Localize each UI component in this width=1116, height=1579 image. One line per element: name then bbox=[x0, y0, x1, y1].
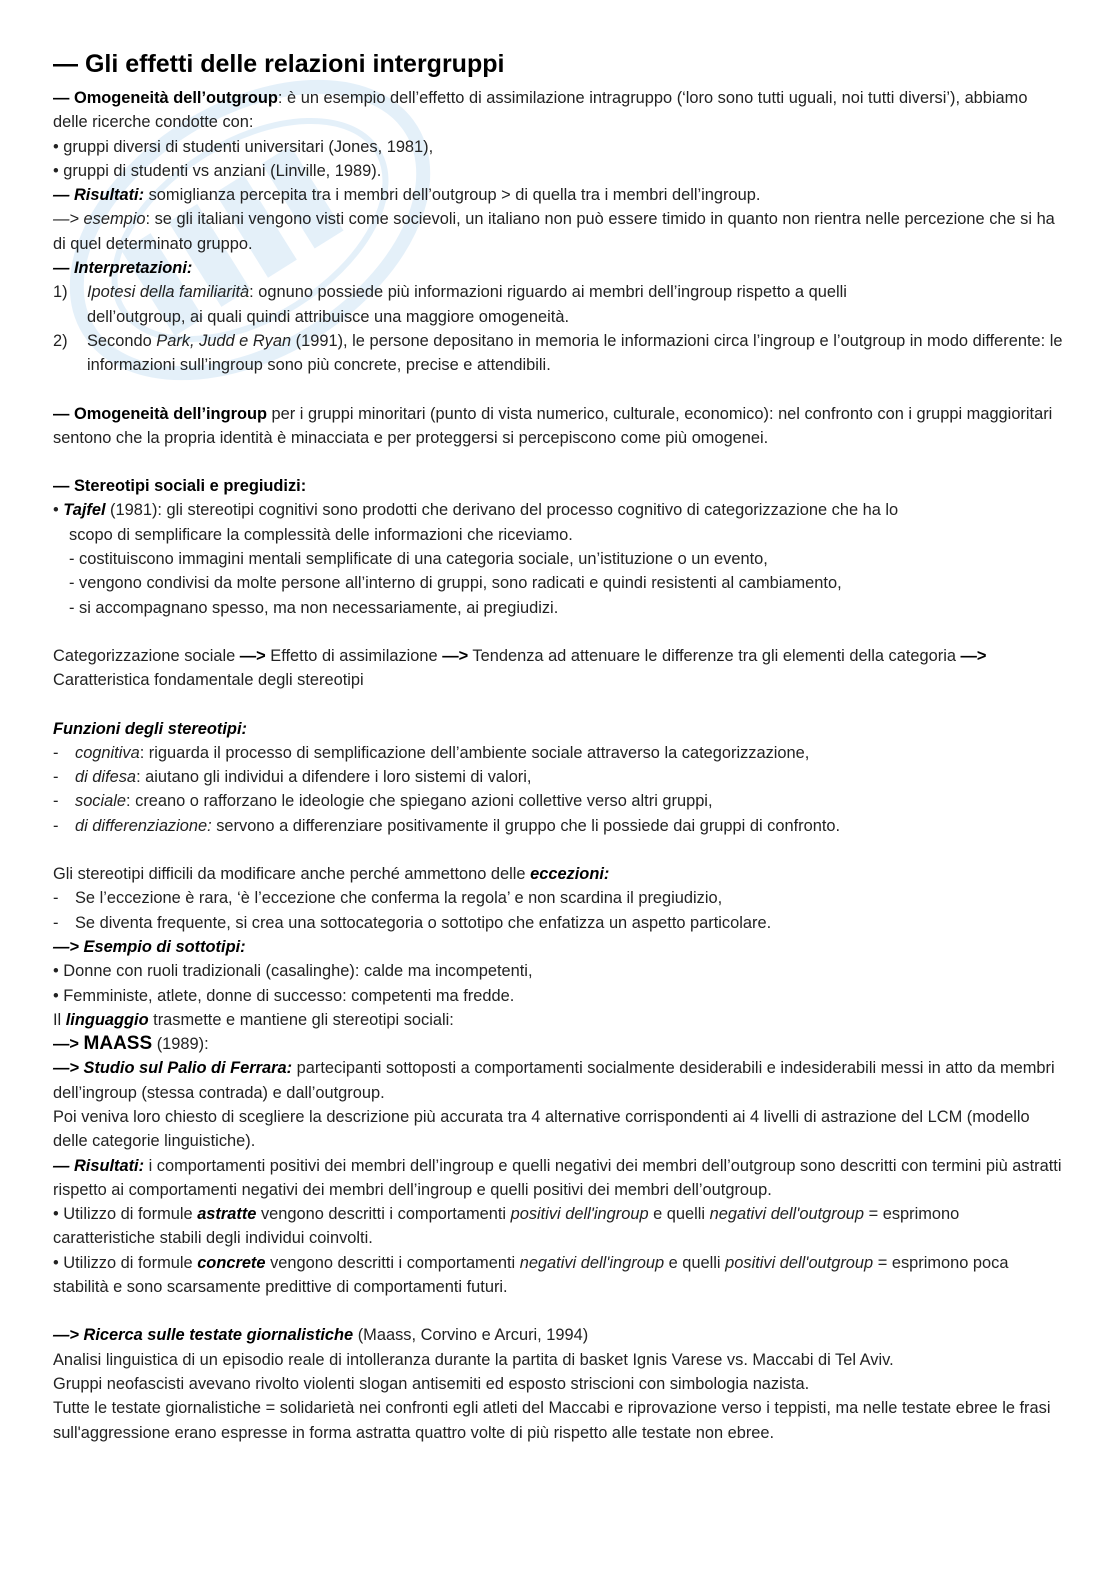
tajfel-paragraph bbox=[53, 498, 1064, 522]
stereotypes-heading: — Stereotipi sociali e pregiudizi: bbox=[53, 477, 307, 496]
categorization-chain bbox=[53, 644, 1064, 693]
formula-term: astratte bbox=[197, 1205, 257, 1224]
function-desc: : aiutano gli individui a difendere i loro sistemi di valori, bbox=[136, 768, 532, 787]
palio-text: partecipanti sottoposti a comportamenti socialmente desiderabili e indesiderabili messi in atto da membri dell’ingroup (stessa contrada) e dall’outgroup. bbox=[53, 1059, 1055, 1102]
abstract-formulas bbox=[53, 1202, 1064, 1251]
function-item bbox=[53, 814, 1064, 838]
interpretations-heading: — Interpretazioni: bbox=[53, 259, 193, 278]
palio-paragraph bbox=[53, 1056, 1064, 1105]
newspaper-paragraph: Tutte le testate giornalistiche = solidarietà nei confronti egli atleti del Maccabi e riprovazione verso i teppisti, ma nelle testate ebree le frasi sull'aggressione erano espresse in forma astratta quattro volte di più rispetto alle testate non ebree. bbox=[53, 1399, 1051, 1442]
bullet-item: • Donne con ruoli tradizionali (casalinghe): calde ma incompetenti, bbox=[53, 962, 533, 981]
item-authors: Park, Judd e Ryan bbox=[156, 331, 292, 350]
function-term: sociale bbox=[75, 792, 127, 811]
dash-glyph: - bbox=[53, 792, 59, 811]
maass-year: (1989): bbox=[152, 1035, 209, 1054]
bullet-item: • gruppi di studenti vs anziani (Linville, 1989). bbox=[53, 161, 382, 180]
formula-text: = esprimono caratteristiche stabili degli individui coinvolti. bbox=[53, 1205, 960, 1248]
language-term: linguaggio bbox=[65, 1010, 149, 1029]
formula-text: = esprimono poca stabilità e sono scarsamente predittive di comportamenti futuri. bbox=[53, 1253, 1009, 1297]
outgroup-text: : è un esempio dell’effetto di assimilazione intragruppo (‘loro sono tutti uguali, noi tutti diversi’), abbiamo delle ricerche condotte con: bbox=[53, 89, 1028, 132]
item-number: 2) bbox=[53, 331, 68, 350]
function-desc: servono a differenziare positivamente il gruppo che li possiede dai gruppi di confronto. bbox=[211, 816, 841, 835]
formula-text: vengono descritti i comportamenti bbox=[256, 1205, 511, 1224]
results-text: somiglianza percepita tra i membri dell’outgroup > di quella tra i membri dell’ingroup. bbox=[144, 186, 761, 205]
dash-glyph: - bbox=[53, 768, 59, 787]
example-text: : se gli italiani vengono visti come socievoli, un italiano non può essere timido in quanto non rientra nelle percezione che si ha di quel determinato gruppo. bbox=[53, 210, 1055, 253]
example-heading: —> esempio bbox=[53, 210, 146, 229]
function-desc: : creano o rafforzano le ideologie che spiegano azioni collettive verso altri gruppi, bbox=[126, 792, 713, 811]
formula-text: e quelli bbox=[664, 1253, 726, 1272]
maass-name: MAASS bbox=[83, 1033, 153, 1055]
outgroup-paragraph bbox=[53, 86, 1064, 135]
outgroup-heading: — Omogeneità dell’outgroup bbox=[53, 89, 278, 107]
ingroup-paragraph bbox=[53, 402, 1064, 451]
formula-text: vengono descritti i comportamenti bbox=[265, 1253, 520, 1272]
dash-glyph: - bbox=[53, 889, 59, 908]
function-text bbox=[75, 765, 531, 789]
arrow-icon: —> bbox=[239, 646, 266, 665]
dash-glyph: - bbox=[53, 743, 59, 762]
numbered-item bbox=[53, 280, 1064, 304]
dash-glyph: - bbox=[53, 816, 59, 835]
lang-text: trasmette e mantiene gli stereotipi sociali: bbox=[148, 1010, 454, 1029]
formula-prefix: • Utilizzo di formule bbox=[53, 1253, 198, 1272]
bullet-item: • Femministe, atlete, donne di successo: competenti ma fredde. bbox=[53, 986, 515, 1005]
formula-text: e quelli bbox=[648, 1205, 710, 1224]
function-term: di differenziazione: bbox=[75, 816, 212, 835]
arrow-icon: —> bbox=[960, 646, 987, 665]
chain-step: Caratteristica fondamentale degli stereotipi bbox=[53, 671, 364, 690]
palio-paragraph-2: Poi veniva loro chiesto di scegliere la descrizione più accurata tra 4 alternative corrispondenti ai 4 livelli di astrazione del LCM (modello delle categorie linguistiche). bbox=[53, 1107, 1030, 1151]
newspaper-paragraph: Gruppi neofascisti avevano rivolto violenti slogan antisemiti ed esposto striscioni con simbologia nazista. bbox=[53, 1374, 810, 1393]
newspaper-paragraph: Analisi linguistica di un episodio reale di intolleranza durante la partita di basket Ignis Varese vs. Maccabi di Tel Aviv. bbox=[53, 1350, 894, 1369]
function-item bbox=[53, 789, 1064, 813]
maass-line bbox=[53, 1032, 1064, 1056]
formula-italic: positivi dell'ingroup bbox=[510, 1205, 649, 1224]
function-term: cognitiva bbox=[75, 743, 140, 762]
item-number: 1) bbox=[53, 283, 68, 302]
tajfel-continuation: scopo di semplificare la complessità delle informazioni che riceviamo. bbox=[69, 525, 573, 544]
dash-item: - vengono condivisi da molte persone all’interno di gruppi, sono radicati e quindi resistenti al cambiamento, bbox=[69, 574, 842, 593]
formula-italic: negativi dell'outgroup bbox=[709, 1205, 865, 1224]
exceptions-term: eccezioni: bbox=[530, 865, 610, 884]
formula-italic: negativi dell'ingroup bbox=[519, 1253, 665, 1272]
tajfel-name: Tajfel bbox=[63, 501, 106, 520]
function-text bbox=[75, 789, 713, 813]
chain-step: Categorizzazione sociale bbox=[53, 646, 240, 665]
results-line bbox=[53, 183, 1064, 207]
item-continuation: dell’outgroup, ai quali quindi attribuisce una maggiore omogeneità. bbox=[87, 307, 570, 326]
bullet-glyph: • bbox=[53, 501, 64, 520]
page-title: — Gli effetti delle relazioni intergruppi bbox=[53, 50, 505, 78]
newspaper-heading: —> Ricerca sulle testate giornalistiche bbox=[53, 1326, 354, 1345]
exception-text: Se l’eccezione è rara, ‘è l’eccezione che conferma la regola’ e non scardina il pregiudizio, bbox=[75, 889, 723, 908]
language-line bbox=[53, 1008, 1064, 1032]
item-text bbox=[87, 329, 1064, 378]
tajfel-text: (1981): gli stereotipi cognitivi sono prodotti che derivano del processo cognitivo di categorizzazione che ha lo bbox=[105, 501, 899, 520]
item-text bbox=[87, 280, 847, 304]
function-text bbox=[75, 741, 809, 765]
item-term: Ipotesi della familiarità bbox=[87, 283, 250, 302]
results-heading: — Risultati: bbox=[53, 1156, 145, 1175]
dash-item: - si accompagnano spesso, ma non necessariamente, ai pregiudizi. bbox=[69, 598, 559, 617]
item-prefix: Secondo bbox=[87, 331, 157, 350]
item-text-line: : ognuno possiede più informazioni riguardo ai membri dell’ingroup rispetto a quelli bbox=[249, 283, 847, 302]
dash-glyph: - bbox=[53, 913, 59, 932]
function-item bbox=[53, 765, 1064, 789]
ingroup-text: per i gruppi minoritari (punto di vista numerico, culturale, economico): nel confronto con i gruppi maggioritari sentono che la propria identità è minacciata e per proteggersi si percepiscono come più omogenei. bbox=[53, 404, 1053, 447]
formula-term: concrete bbox=[197, 1253, 266, 1272]
function-text bbox=[75, 814, 840, 838]
arrow-icon: —> bbox=[442, 646, 469, 665]
subtypes-heading: —> Esempio di sottotipi: bbox=[53, 937, 246, 956]
exception-text: Se diventa frequente, si crea una sottocategoria o sottotipo che enfatizza un aspetto particolare. bbox=[75, 913, 772, 932]
formula-italic: positivi dell'outgroup bbox=[725, 1253, 874, 1272]
newspaper-heading-line bbox=[53, 1323, 1064, 1347]
concrete-formulas bbox=[53, 1251, 1064, 1300]
item-text-line: (1991), le persone depositano in memoria le informazioni circa l’ingroup e l’outgroup in modo differente: le informazioni sull’ingroup sono più concrete, precise e attendibili. bbox=[87, 331, 1063, 375]
dash-item: - costituiscono immagini mentali semplificate di una categoria sociale, un’istituzione o un evento, bbox=[69, 550, 768, 569]
results-text: i comportamenti positivi dei membri dell’ingroup e quelli negativi dei membri dell’outgroup sono descritti con termini più astratti rispetto ai comportamenti negativi dei membri dell’ingroup e quelli positivi dei membri dell’outgroup. bbox=[53, 1156, 1062, 1199]
function-desc: : riguarda il processo di semplificazione dell’ambiente sociale attraverso la categorizzazione, bbox=[139, 743, 810, 762]
numbered-item bbox=[53, 329, 1064, 378]
ingroup-heading: — Omogeneità dell’ingroup bbox=[53, 404, 267, 423]
results-paragraph bbox=[53, 1154, 1064, 1203]
palio-heading: —> Studio sul Palio di Ferrara: bbox=[53, 1059, 293, 1078]
bullet-item: • gruppi diversi di studenti universitari (Jones, 1981), bbox=[53, 137, 434, 156]
lang-prefix: Il bbox=[53, 1010, 66, 1029]
example-paragraph bbox=[53, 207, 1064, 256]
function-term: di difesa bbox=[75, 768, 137, 787]
formula-prefix: • Utilizzo di formule bbox=[53, 1205, 198, 1224]
newspaper-citation: (Maass, Corvino e Arcuri, 1994) bbox=[353, 1326, 589, 1345]
results-heading: — Risultati: bbox=[53, 186, 145, 205]
arrow-icon: —> bbox=[53, 1035, 84, 1054]
chain-step: Effetto di assimilazione bbox=[265, 646, 443, 665]
exceptions-intro bbox=[53, 862, 1064, 886]
functions-heading: Funzioni degli stereotipi: bbox=[53, 719, 247, 738]
intro-text: Gli stereotipi difficili da modificare anche perché ammettono delle bbox=[53, 865, 531, 884]
chain-step: Tendenza ad attenuare le differenze tra gli elementi della categoria bbox=[468, 646, 961, 665]
exception-item bbox=[53, 886, 1064, 910]
exception-item bbox=[53, 911, 1064, 935]
function-item bbox=[53, 741, 1064, 765]
